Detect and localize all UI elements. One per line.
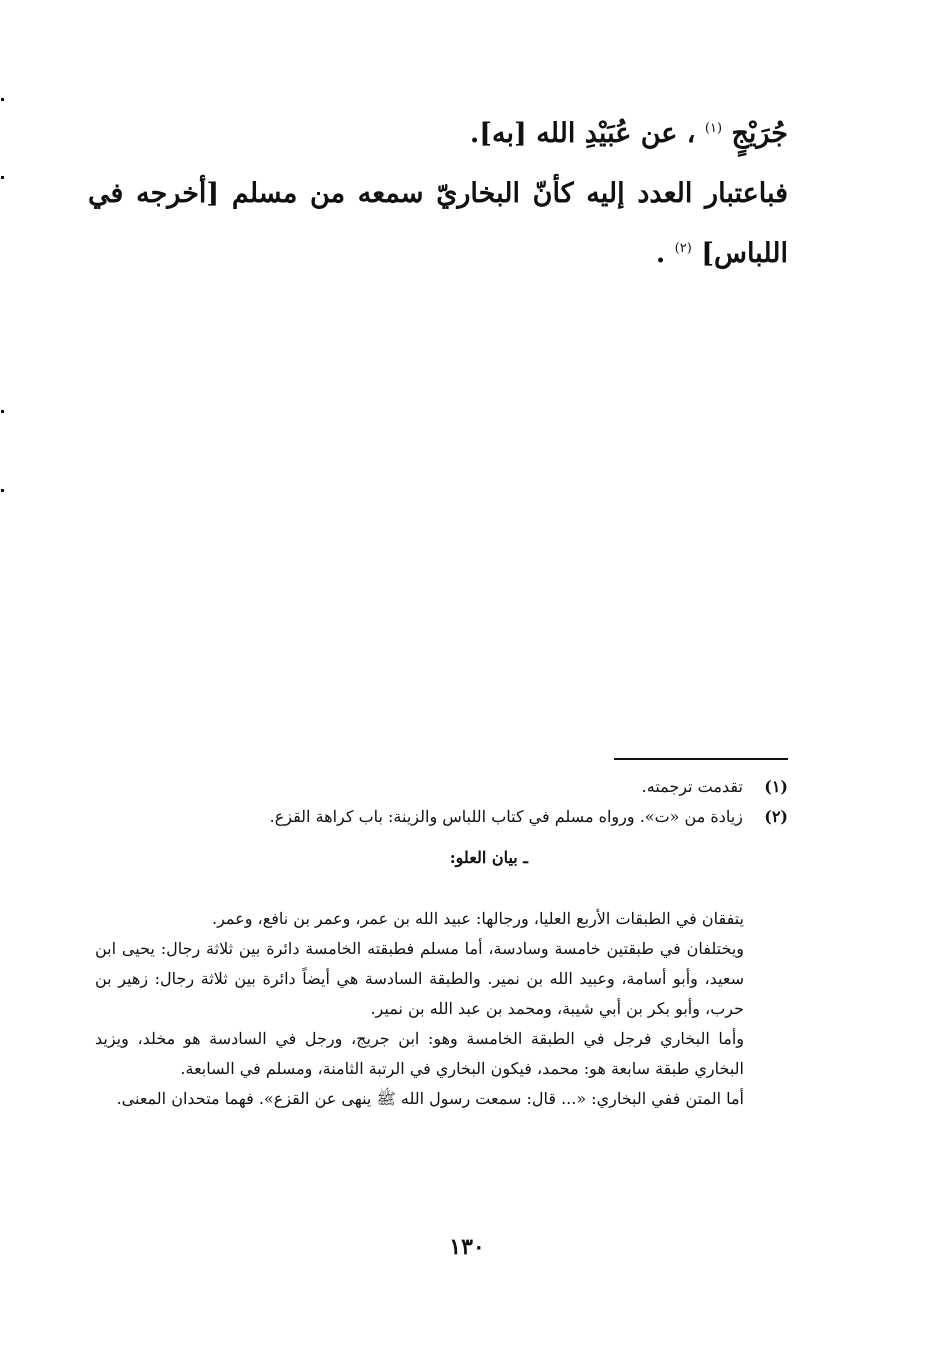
footnote-number: (٢)	[764, 807, 788, 826]
page-number: ١٣٠	[449, 1234, 485, 1260]
footnotes	[190, 772, 788, 832]
body-paragraph: يتفقان في الطبقات الأربع العليا، ورجالها: عبيد الله بن عمر، وعمر بن نافع، وعمر.	[212, 909, 744, 928]
footnote-body	[95, 904, 744, 1114]
footnote-ref-1[interactable]: (١)	[704, 121, 723, 136]
main-text	[88, 104, 788, 284]
footnote-text: تقدمت ترجمته.	[641, 777, 743, 796]
scan-mark	[1, 98, 4, 101]
footnote-ref-2[interactable]: (٢)	[674, 241, 692, 256]
body-paragraph: وأما البخاري فرجل في الطبقة الخامسة وهو: ابن جريج، ورجل في السادسة هو مخلد، ويزيد البخاري طبقة سابعة هو: محمد، فيكون البخاري في الرتبة الثامنة، ومسلم في السابعة.	[95, 1029, 744, 1078]
main-line-1-text: جُرَيْجٍ	[731, 118, 788, 149]
main-paragraph-2-end: .	[655, 238, 666, 269]
main-paragraph-2	[88, 164, 788, 284]
footnote-separator	[614, 758, 788, 760]
footnote-number: (١)	[764, 777, 788, 796]
section-heading: ـ بيان العلو:	[449, 848, 528, 867]
main-line-1	[88, 104, 788, 164]
body-paragraph: أما المتن ففي البخاري: «... قال: سمعت رسول الله ﷺ ينهى عن القزع». فهما متحدان المعنى.	[116, 1089, 744, 1108]
scan-mark	[1, 176, 4, 179]
body-paragraph: ويختلفان في طبقتين خامسة وسادسة، أما مسلم فطبقته الخامسة دائرة بين ثلاثة رجال: يحيى ابن سعيد، وأبو أسامة، وعبيد الله بن نمير. والطبقة السادسة هي أيضاً دائرة بين ثلاثة رجال: زهير بن حرب، وأبو بكر بن أبي شيبة، ومحمد بن عبد الله بن نمير.	[95, 939, 744, 1018]
footnote-1	[190, 772, 788, 802]
scan-mark	[1, 489, 4, 492]
scan-mark	[1, 410, 4, 413]
main-line-1-rest: ، عن عُبَيْدِ الله [به].	[469, 118, 696, 149]
footnote-2	[190, 802, 788, 832]
footnote-text: زيادة من «ت». ورواه مسلم في كتاب اللباس والزينة: باب كراهة القزع.	[269, 807, 743, 826]
main-paragraph-2-text: فباعتبار العدد إليه كأنّ البخاريّ سمعه من مسلم [أخرجه في اللباس]	[88, 178, 788, 269]
